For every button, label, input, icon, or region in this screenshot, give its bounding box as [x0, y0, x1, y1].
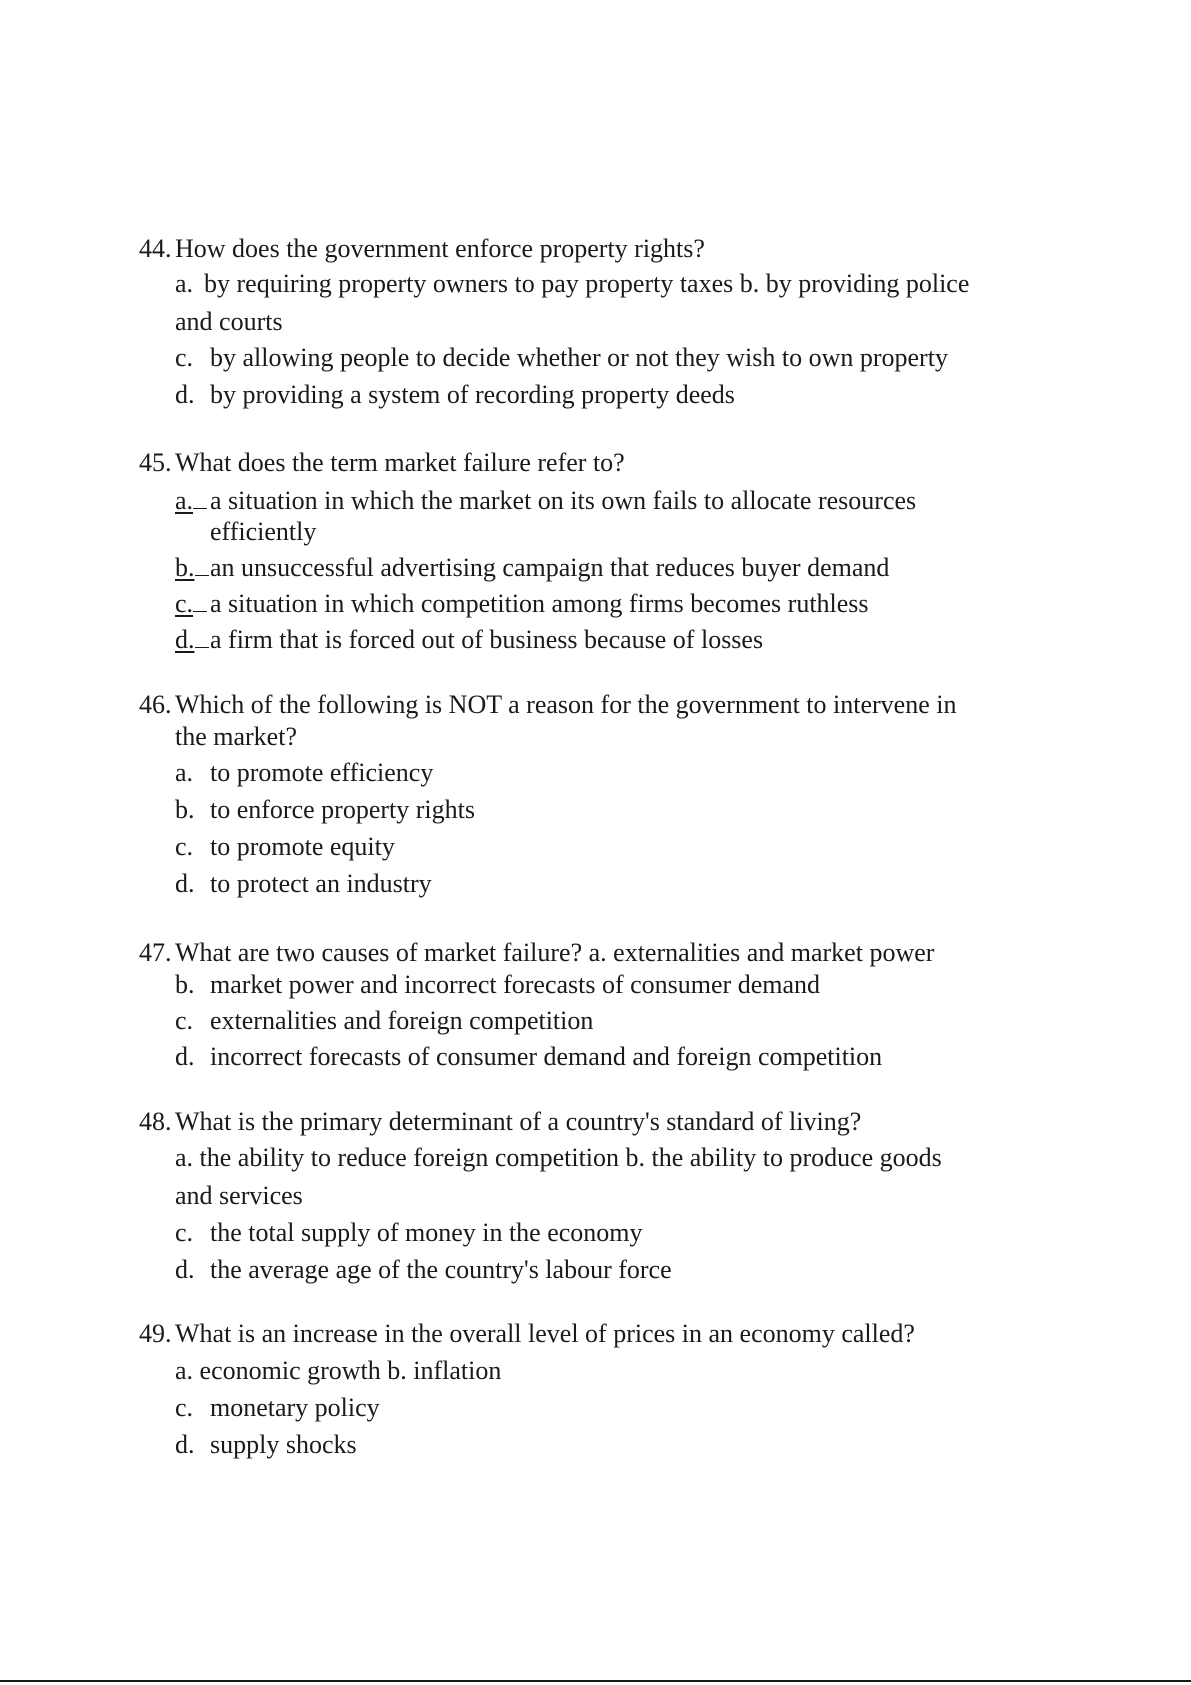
- question-text: What are two causes of market failure? a. externalities and market power: [175, 938, 935, 967]
- option-d-text: incorrect forecasts of consumer demand and foreign competition: [210, 1042, 883, 1071]
- option-letter-d: d.: [175, 624, 209, 656]
- option-continuation: and courts: [175, 307, 283, 336]
- option-d-text: to protect an industry: [210, 869, 432, 898]
- option-d-text: by providing a system of recording property deeds: [210, 380, 735, 409]
- option-d-text: the average age of the country's labour force: [210, 1255, 672, 1284]
- question-number: 47.: [139, 938, 172, 967]
- option-c-text: monetary policy: [210, 1393, 380, 1422]
- option-letter-a: a.: [175, 269, 194, 298]
- option-letter-c: c.: [175, 1393, 194, 1422]
- question-number: 45.: [139, 448, 172, 477]
- option-a-text: a situation in which the market on its own fails to allocate resources: [210, 486, 917, 515]
- option-letter-d: d.: [175, 1430, 195, 1459]
- option-letter-c: c.: [175, 343, 194, 372]
- option-d-text: a firm that is forced out of business because of losses: [210, 625, 764, 654]
- option-letter-c: c.: [175, 832, 194, 861]
- option-c-text: the total supply of money in the economy: [210, 1218, 643, 1247]
- option-b-text: to enforce property rights: [210, 795, 475, 824]
- option-d-text: supply shocks: [210, 1430, 357, 1459]
- question-number: 48.: [139, 1107, 172, 1136]
- question-text: What is an increase in the overall level of prices in an economy called?: [175, 1319, 915, 1348]
- option-letter-d: d.: [175, 1042, 195, 1071]
- option-continuation: and services: [175, 1181, 303, 1210]
- option-letter-b: b.: [175, 970, 195, 999]
- option-a-text: to promote efficiency: [210, 758, 434, 787]
- option-c-text: externalities and foreign competition: [210, 1006, 594, 1035]
- question-number: 44.: [139, 234, 172, 263]
- option-letter-d: d.: [175, 869, 195, 898]
- option-b-text: an unsuccessful advertising campaign that reduces buyer demand: [210, 553, 890, 582]
- option-letter-a: a.: [175, 758, 194, 787]
- question-text: Which of the following is NOT a reason for the government to intervene in: [175, 690, 957, 719]
- option-letter-b: b.: [175, 552, 209, 584]
- question-text-continuation: the market?: [175, 722, 297, 751]
- option-letter-c: c.: [175, 1218, 194, 1247]
- option-letter-d: d.: [175, 1255, 195, 1284]
- option-c-text: by allowing people to decide whether or not they wish to own property: [210, 343, 948, 372]
- option-letter-c: c.: [175, 588, 207, 620]
- question-text: What does the term market failure refer to?: [175, 448, 625, 477]
- option-c-text: a situation in which competition among firms becomes ruthless: [210, 589, 869, 618]
- option-letter-a: a.: [175, 485, 207, 517]
- option-c-text: to promote equity: [210, 832, 395, 861]
- option-letter-b: b.: [175, 795, 195, 824]
- option-b-text: market power and incorrect forecasts of consumer demand: [210, 970, 821, 999]
- option-continuation: efficiently: [210, 517, 317, 546]
- option-a-text: by requiring property owners to pay property taxes b. by providing police: [204, 269, 970, 298]
- question-number: 49.: [139, 1319, 172, 1348]
- option-letter-d: d.: [175, 380, 195, 409]
- option-a-b-text: a. the ability to reduce foreign competition b. the ability to produce goods: [175, 1143, 942, 1172]
- question-number: 46.: [139, 690, 172, 719]
- option-a-b-text: a. economic growth b. inflation: [175, 1356, 502, 1385]
- option-letter-c: c.: [175, 1006, 194, 1035]
- question-text: What is the primary determinant of a country's standard of living?: [175, 1107, 862, 1136]
- question-text: How does the government enforce property rights?: [175, 234, 705, 263]
- page-bottom-rule: [0, 1680, 1191, 1682]
